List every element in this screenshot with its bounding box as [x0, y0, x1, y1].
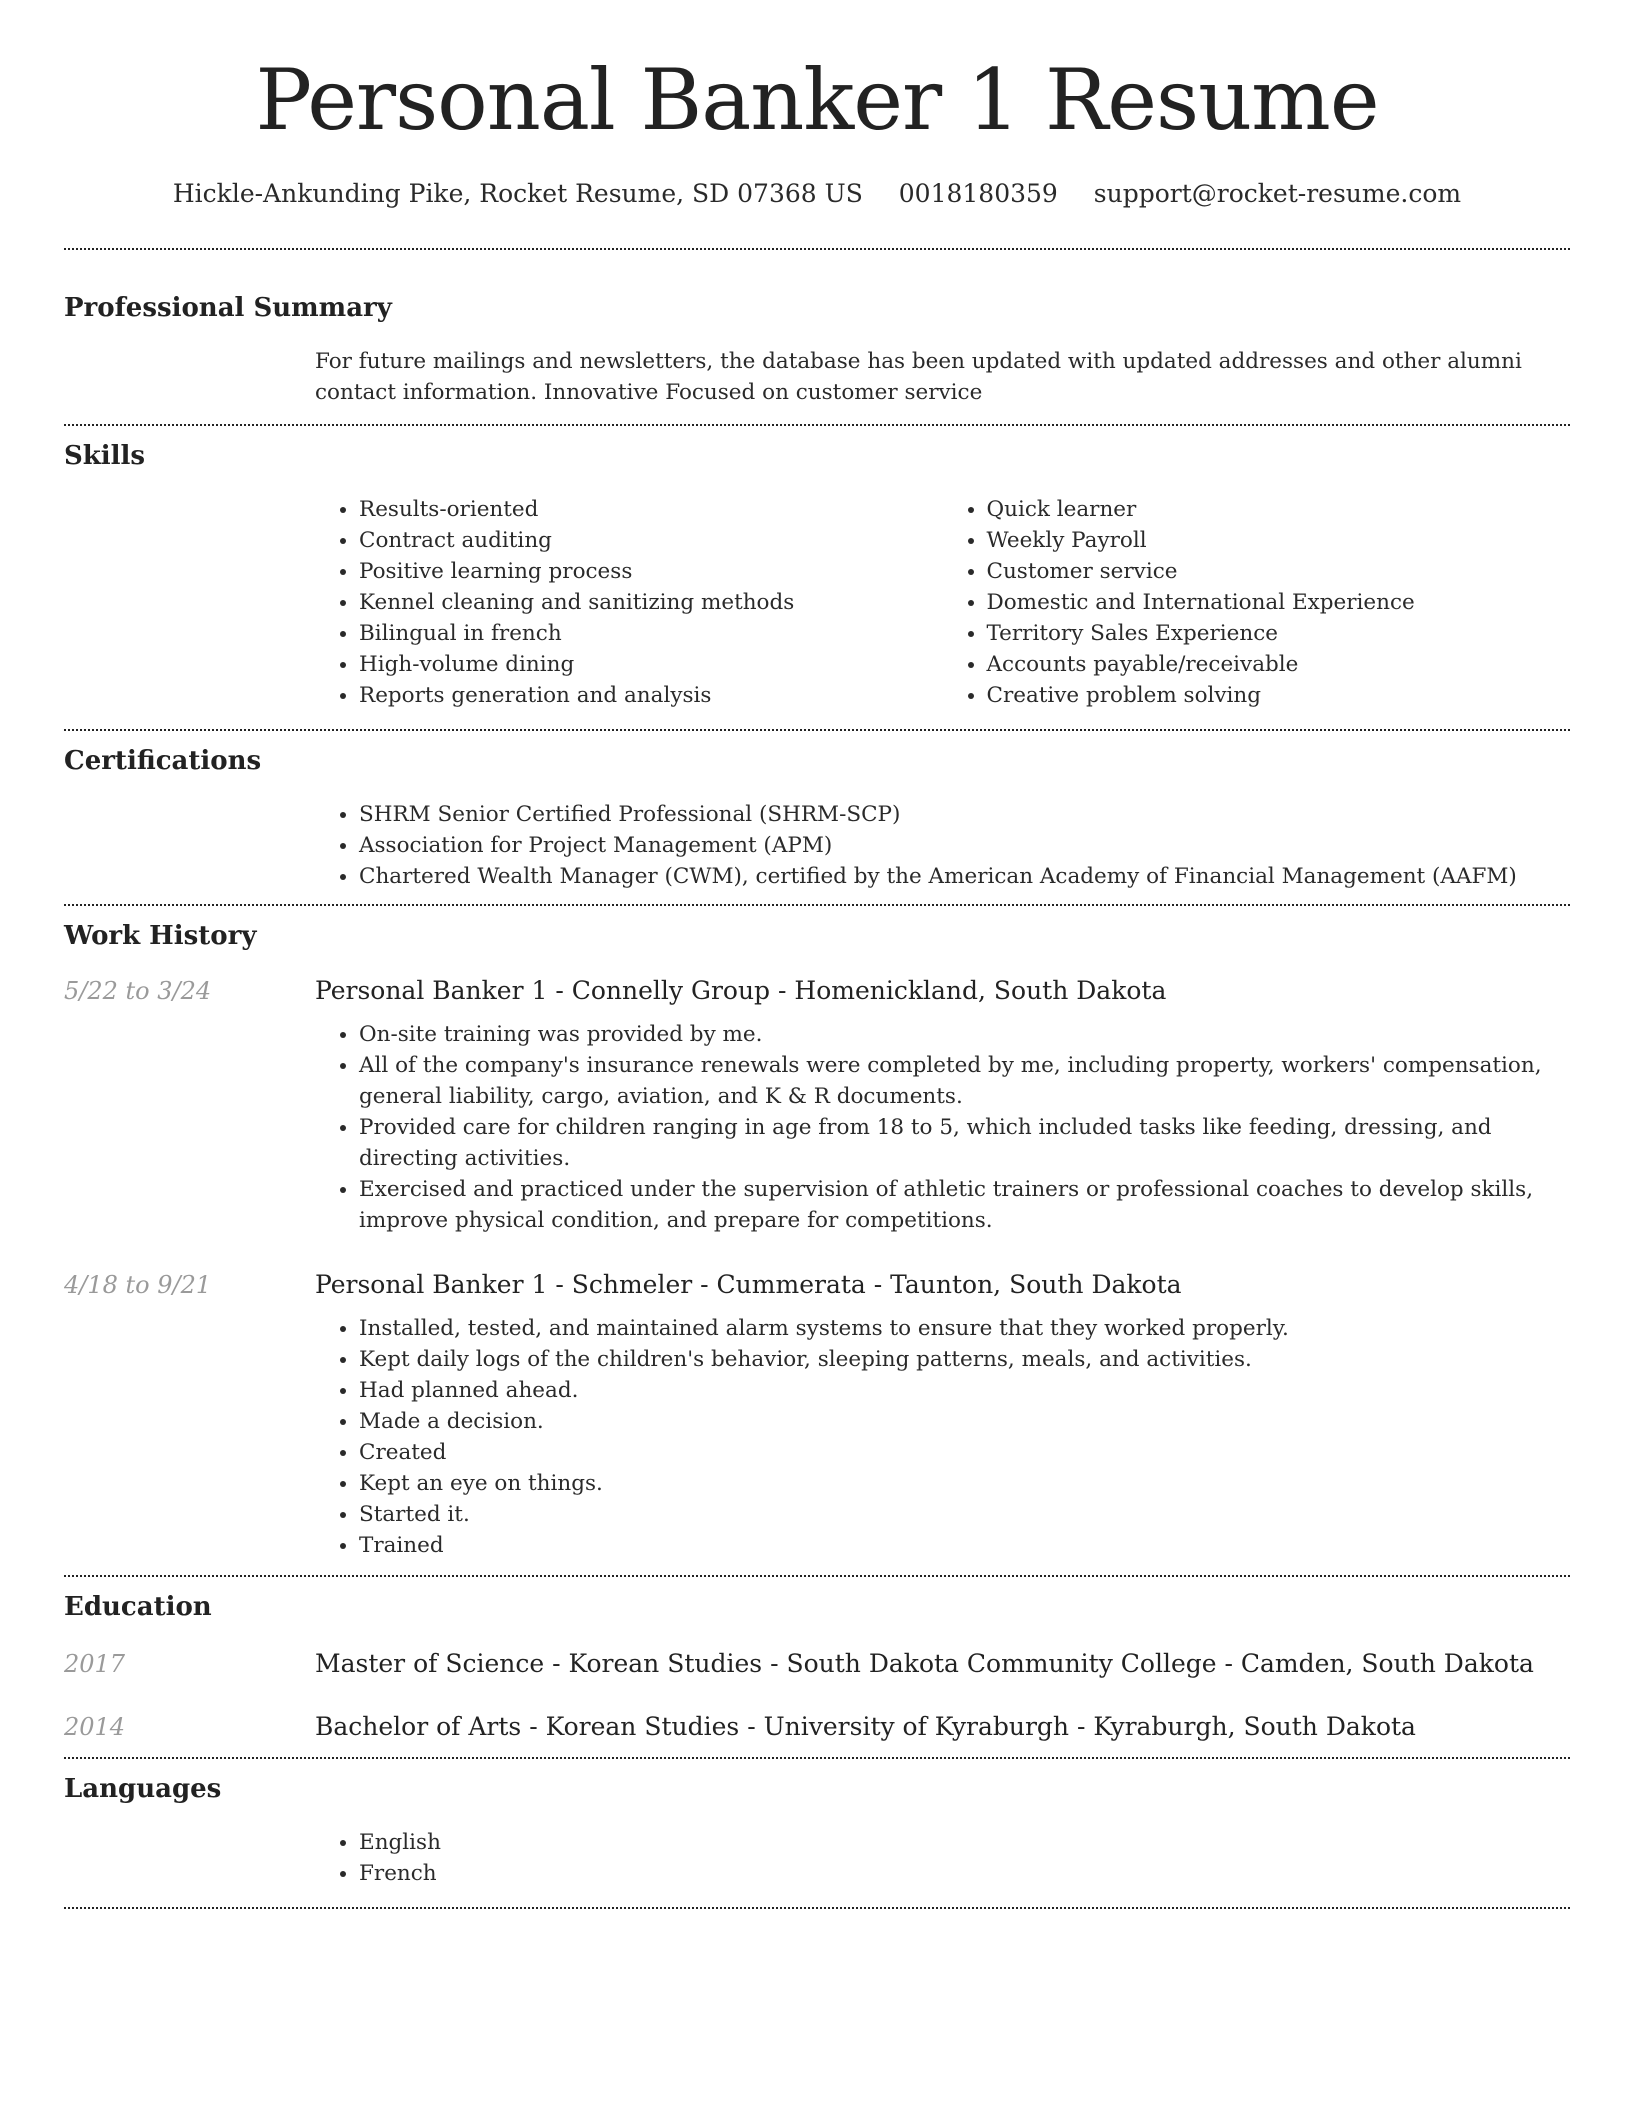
job-bullet: • Started it.: [359, 1499, 1570, 1530]
skill-item: • Bilingual in french: [359, 618, 943, 649]
languages-body: [315, 1827, 1570, 1889]
education-section: [64, 1591, 1570, 1741]
summary-section: [64, 292, 1570, 408]
job-entry: [64, 1270, 1570, 1299]
job-bullets: [315, 1019, 1570, 1236]
divider: [64, 1907, 1570, 1909]
job-dates: 5/22 to 3/24: [64, 977, 212, 1005]
job-body: [315, 1313, 1570, 1561]
skill-item: • Creative problem solving: [987, 680, 1571, 711]
job-body: [315, 1019, 1570, 1236]
skill-item: • Customer service: [987, 556, 1571, 587]
contact-line: [64, 178, 1570, 210]
skill-item: • Positive learning process: [359, 556, 943, 587]
job-bullet: • Exercised and practiced under the supervision of athletic trainers or professional coaches to develop skills, improve physical condition, and prepare for competitions.: [359, 1174, 1570, 1236]
skills-list-right: [943, 494, 1571, 711]
job-bullet: • Had planned ahead.: [359, 1375, 1570, 1406]
divider: [64, 1575, 1570, 1577]
job-bullet: • Created: [359, 1437, 1570, 1468]
resume-content: [64, 0, 1570, 1909]
skill-item: • High-volume dining: [359, 649, 943, 680]
work-title: Work History: [64, 921, 257, 951]
divider: [64, 424, 1570, 426]
job-heading: Personal Banker 1 - Schmeler - Cummerata - Taunton, South Dakota: [315, 1270, 1182, 1299]
work-section: [64, 920, 1570, 1561]
certification-item: • SHRM Senior Certified Professional (SHRM-SCP): [359, 799, 1570, 830]
education-heading: Bachelor of Arts - Korean Studies - University of Kyraburgh - Kyraburgh, South Dakota: [315, 1712, 1416, 1741]
certifications-list: [315, 799, 1570, 892]
skills-title: Skills: [64, 441, 146, 471]
summary-text: For future mailings and newsletters, the database has been updated with updated addresses and other alumni contact information. Innovative Focused on customer service: [315, 349, 1522, 405]
skill-item: • Territory Sales Experience: [987, 618, 1571, 649]
job-bullet: • Provided care for children ranging in age from 18 to 5, which included tasks like feeding, dressing, and directing activities.: [359, 1112, 1570, 1174]
job-dates: 4/18 to 9/21: [64, 1271, 212, 1299]
certifications-title: Certifications: [64, 746, 262, 776]
language-item: • French: [359, 1858, 1570, 1889]
education-entry: [64, 1712, 1570, 1741]
education-heading: Master of Science - Korean Studies - South Dakota Community College - Camden, South Dakota: [315, 1649, 1534, 1678]
certifications-section: [64, 745, 1570, 892]
language-item: • English: [359, 1827, 1570, 1858]
languages-section: [64, 1773, 1570, 1889]
skill-item: • Domestic and International Experience: [987, 587, 1571, 618]
contact-address: Hickle-Ankunding Pike, Rocket Resume, SD 07368 US: [172, 179, 863, 208]
skill-item: • Contract auditing: [359, 525, 943, 556]
skill-item: • Accounts payable/receivable: [987, 649, 1571, 680]
contact-email: support@rocket-resume.com: [1093, 179, 1462, 208]
education-title: Education: [64, 1592, 212, 1622]
certification-item: • Chartered Wealth Manager (CWM), certified by the American Academy of Financial Management (AAFM): [359, 861, 1570, 892]
job-bullet: • On-site training was provided by me.: [359, 1019, 1570, 1050]
skill-item: • Reports generation and analysis: [359, 680, 943, 711]
job-bullet: • Made a decision.: [359, 1406, 1570, 1437]
job-heading: Personal Banker 1 - Connelly Group - Homenickland, South Dakota: [315, 976, 1167, 1005]
skill-item: • Kennel cleaning and sanitizing methods: [359, 587, 943, 618]
job-bullet: • All of the company's insurance renewals were completed by me, including property, workers' compensation, general liability, cargo, aviation, and K & R documents.: [359, 1050, 1570, 1112]
skill-item: • Weekly Payroll: [987, 525, 1571, 556]
contact-phone: 0018180359: [898, 179, 1058, 208]
page-title: Personal Banker 1 Resume: [255, 51, 1379, 149]
job-bullets: [315, 1313, 1570, 1561]
divider: [64, 729, 1570, 731]
job-entry: [64, 976, 1570, 1005]
certifications-body: [315, 799, 1570, 892]
skills-columns: [315, 494, 1570, 711]
education-entry: [64, 1649, 1570, 1678]
summary-title: Professional Summary: [64, 293, 392, 323]
divider: [64, 1757, 1570, 1759]
skills-list-left: [315, 494, 943, 711]
education-year: 2014: [64, 1713, 126, 1741]
divider: [64, 904, 1570, 906]
skills-section: [64, 440, 1570, 711]
job-bullet: • Kept an eye on things.: [359, 1468, 1570, 1499]
divider: [64, 248, 1570, 250]
job-bullet: • Kept daily logs of the children's behavior, sleeping patterns, meals, and activities.: [359, 1344, 1570, 1375]
languages-list: [315, 1827, 1570, 1889]
languages-title: Languages: [64, 1774, 222, 1804]
job-bullet: • Trained: [359, 1530, 1570, 1561]
skill-item: • Results-oriented: [359, 494, 943, 525]
education-year: 2017: [64, 1650, 126, 1678]
job-bullet: • Installed, tested, and maintained alarm systems to ensure that they worked properly.: [359, 1313, 1570, 1344]
skill-item: • Quick learner: [987, 494, 1571, 525]
certification-item: • Association for Project Management (APM): [359, 830, 1570, 861]
